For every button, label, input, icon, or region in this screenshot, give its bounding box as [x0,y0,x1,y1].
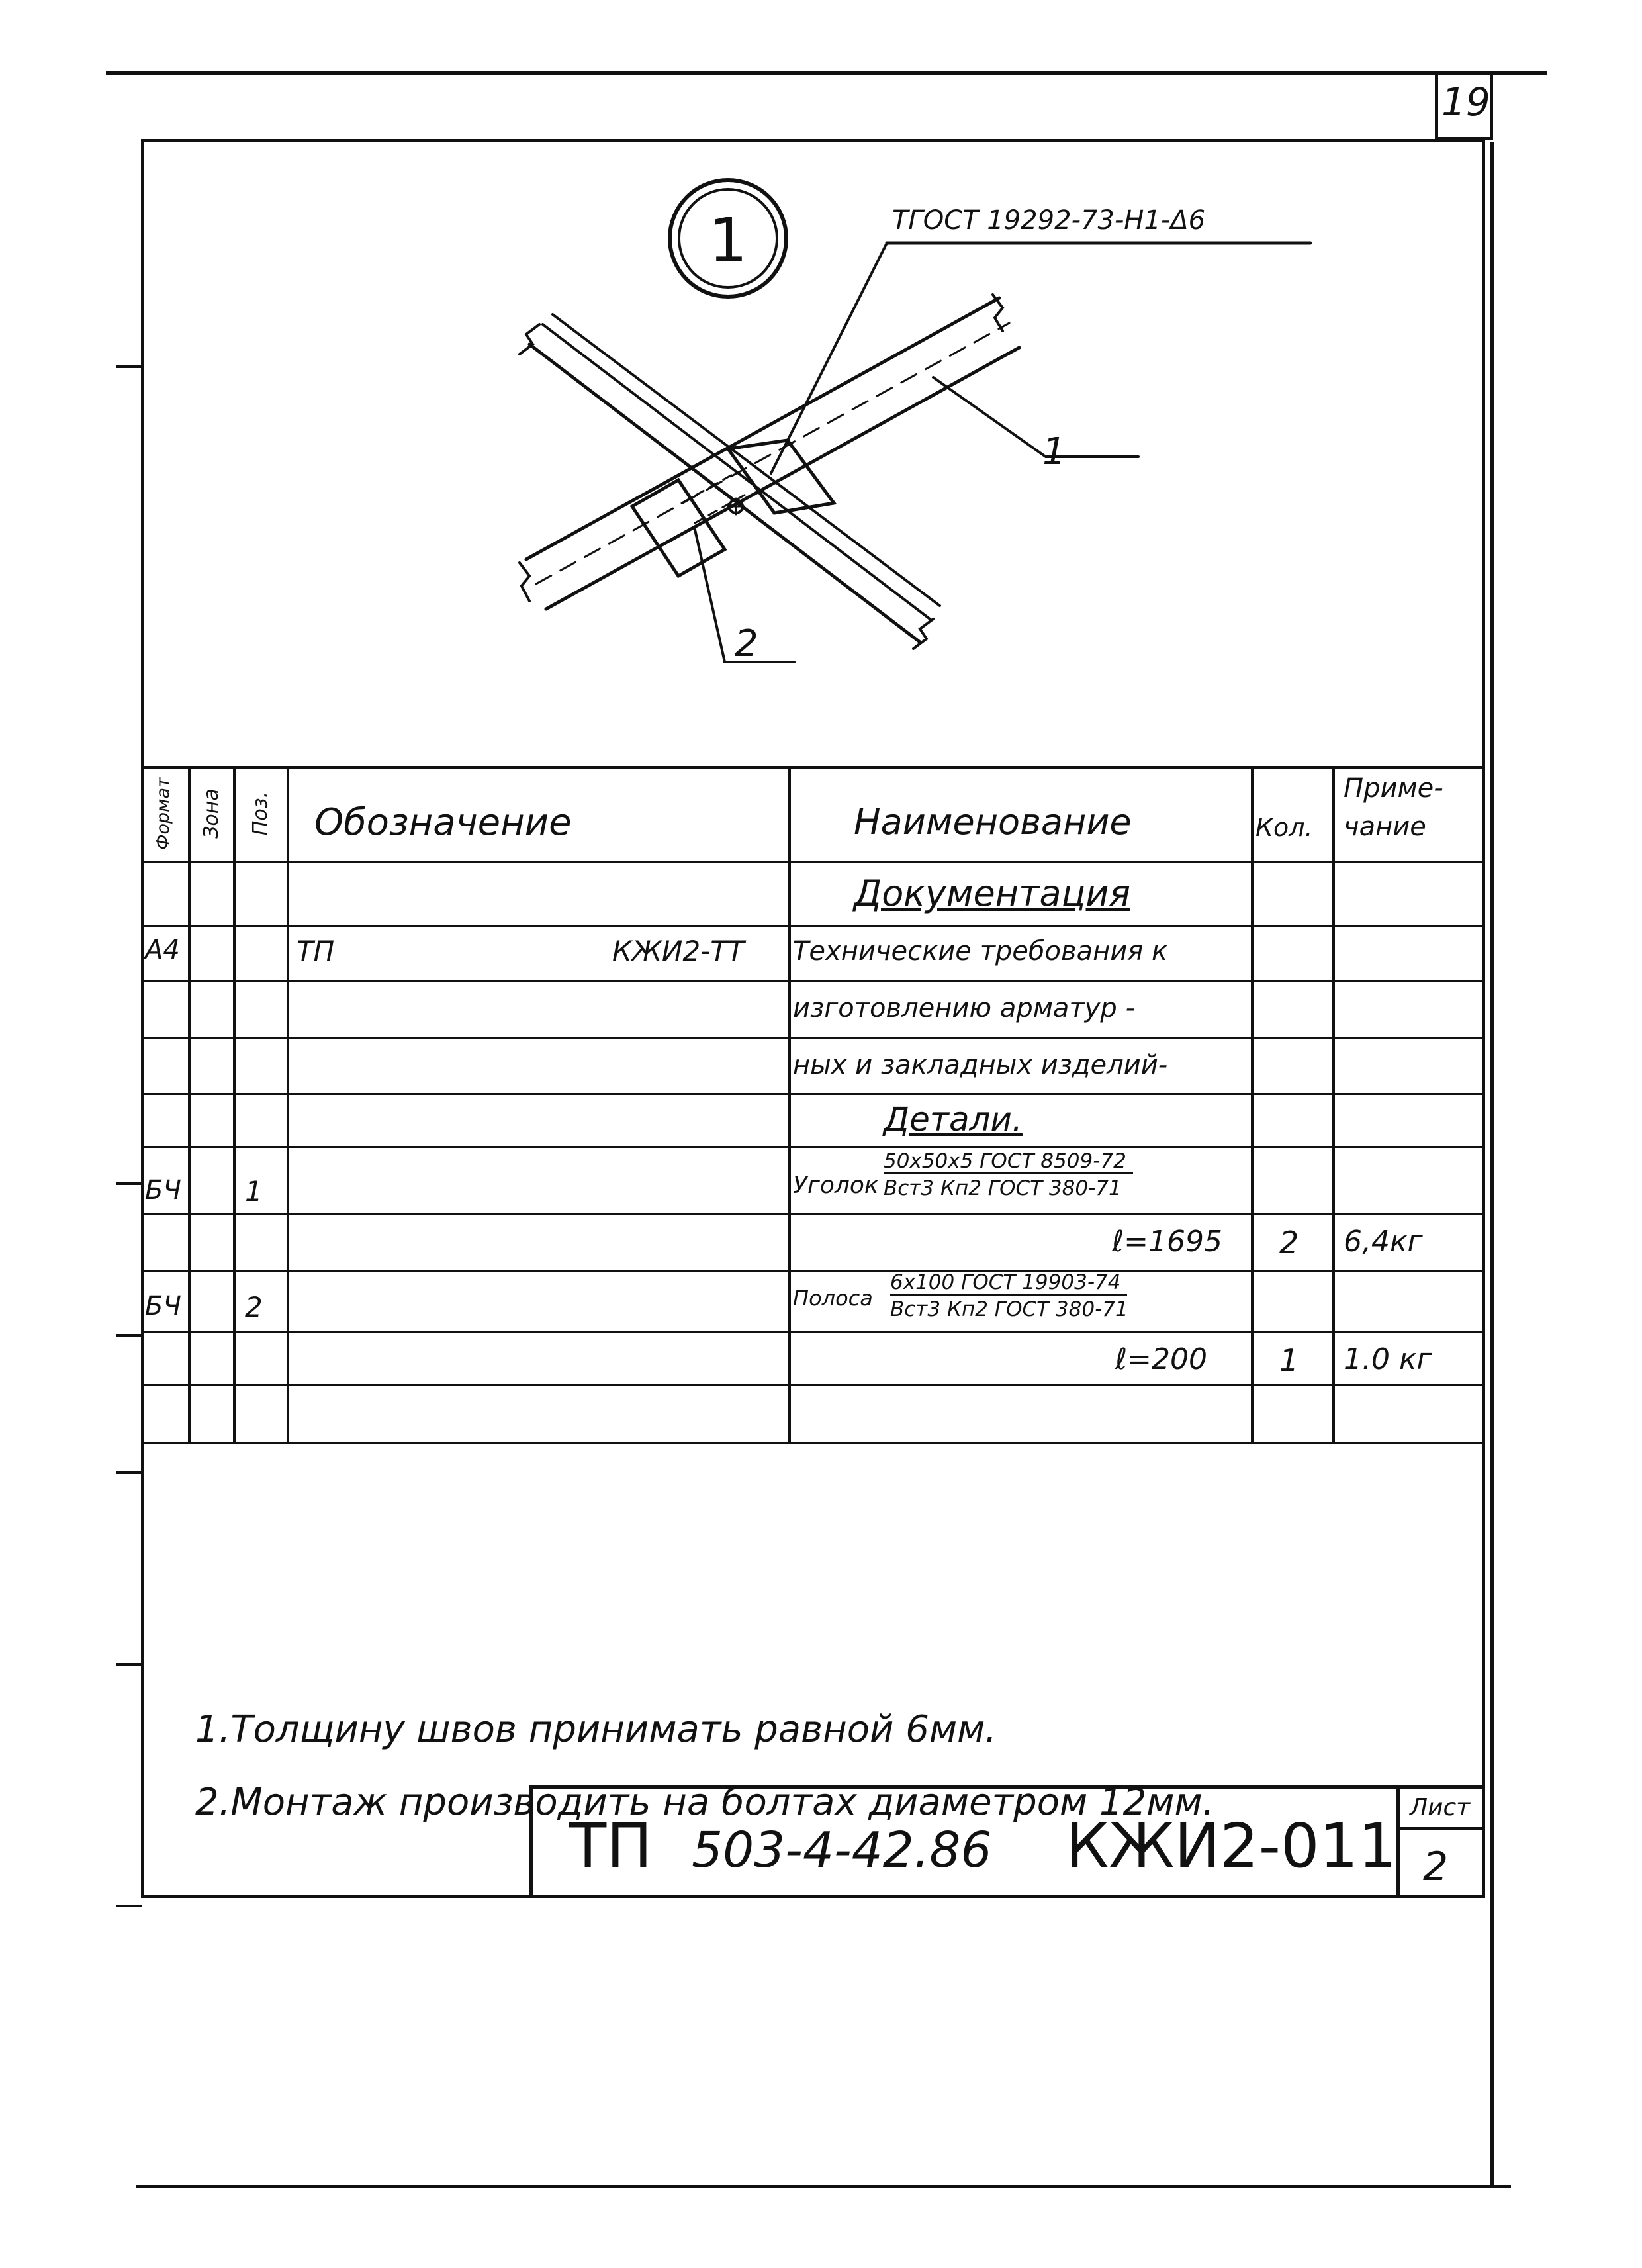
margin-tick [116,1182,142,1185]
detail-drawing [463,172,1324,702]
bottom-edge-line [136,2185,1511,2188]
strip-member [520,295,1019,609]
item-1-spec-top: 50х50х5 ГОСТ 8509-72 [884,1150,1133,1174]
title-block-divider [1396,1785,1400,1898]
item-1-length: ℓ=1695 [1112,1225,1223,1258]
title-prefix: ТП [569,1811,653,1881]
note-1: 1.Толщину швов принимать равной 6мм. [195,1708,997,1751]
item-1-note: 6,4кг [1344,1225,1423,1258]
note-2: 2.Монтаж производить на болтах диаметром 12мм. [195,1781,1214,1824]
item-2-name-prefix: Полоса [793,1286,873,1311]
doc-designation-prefix: ТП [296,935,335,967]
item-1-spec-bottom: Вст3 Кп2 ГОСТ 380-71 [884,1176,1122,1200]
top-edge-line [106,71,1547,75]
right-edge-line [1490,142,1494,2188]
header-note-line1: Приме- [1344,773,1443,804]
item-2-spec-bottom: Вст3 Кп2 ГОСТ 380-71 [890,1298,1128,1321]
doc-name-line-2: изготовлению арматур - [793,993,1135,1023]
item-2-length: ℓ=200 [1115,1343,1208,1376]
header-zone: Зона [200,788,223,839]
pos-label-1: 1 [1042,430,1066,473]
sheet-label: Лист [1410,1794,1471,1821]
pos-label-2: 2 [735,622,758,665]
sheet-cell-divider [1396,1827,1485,1830]
item-2-spec-top: 6х100 ГОСТ 19903-74 [890,1271,1127,1296]
item-1-pos: 1 [245,1175,263,1207]
pos-1-leader [933,377,1138,457]
item-1-format: БЧ [145,1175,181,1205]
item-1-qty: 2 [1279,1225,1299,1260]
item-2-format: БЧ [145,1291,181,1321]
page-number: 19 [1441,79,1490,124]
margin-tick [116,1663,142,1666]
weld-note: ТГОСТ 19292-73-Н1-Δ6 [892,205,1206,236]
doc-name-line-1: Технические требования к [793,936,1168,967]
item-2-pos: 2 [245,1291,263,1323]
item-2-qty: 1 [1279,1343,1299,1378]
margin-tick [116,1905,142,1907]
section-documentation: Документация [854,873,1130,914]
header-pos: Поз. [249,791,272,836]
sheet-value: 2 [1423,1844,1449,1890]
header-name: Наименование [854,801,1132,843]
margin-tick [116,365,142,368]
header-format: Формат [153,777,173,850]
header-designation: Обозначение [314,801,572,844]
doc-designation-code: КЖИ2-ТТ [612,935,745,967]
item-2-note: 1.0 кг [1344,1343,1432,1376]
doc-name-line-3: ных и закладных изделий- [793,1050,1168,1080]
item-1-name-prefix: Уголок [793,1172,879,1199]
title-series: 503-4-42.86 [692,1822,992,1879]
section-details: Детали. [884,1100,1023,1139]
margin-tick [116,1334,142,1337]
header-note-line2: чание [1344,812,1426,842]
margin-tick [116,1471,142,1474]
header-qty: Кол. [1255,813,1313,842]
doc-format: А4 [145,935,180,965]
callout-number: 1 [708,205,748,276]
title-code: КЖИ2-011 [1066,1811,1397,1881]
